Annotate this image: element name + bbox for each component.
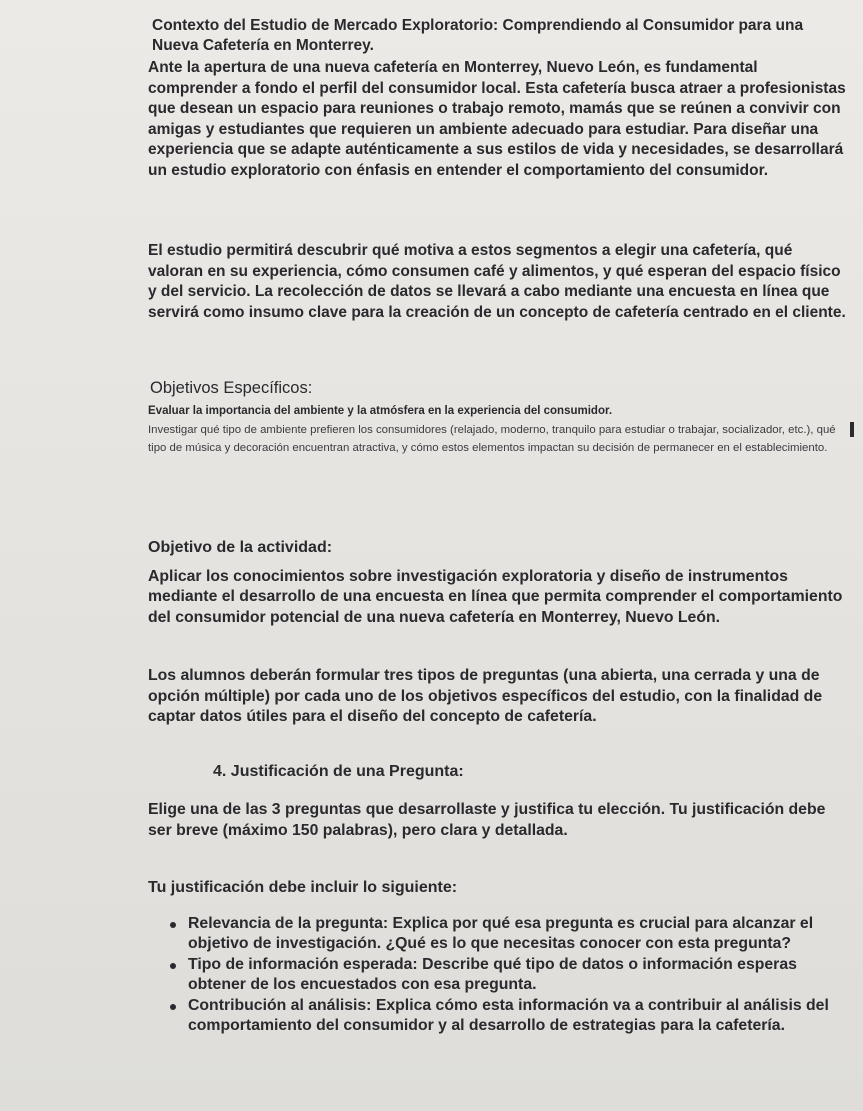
bullet-icon <box>170 922 176 928</box>
list-item <box>148 955 853 996</box>
objective-item-text-block <box>148 421 853 457</box>
justification-instruction: Elige una de las 3 preguntas que desarrollaste y justifica tu elección. Tu justificación debe ser breve (máximo 150 palabras), pero clara y detallada. <box>148 801 826 839</box>
bullet-icon <box>170 963 176 969</box>
objective-item-text: Investigar qué tipo de ambiente prefieren los consumidores (relajado, moderno, tranquilo para estudiar o trabajar, socializador, etc.), qué tipo de música y decoración encuentran atractiva, y cómo estos elementos impactan su decisión de permanecer en el establecimiento. <box>148 424 836 454</box>
text-cursor <box>850 422 854 437</box>
activity-paragraph: Aplicar los conocimientos sobre investigación exploratoria y diseño de instrumentos mediante el desarrollo de una encuesta en línea que permita comprender el comportamiento del consumidor potencial de una nueva cafetería en Monterrey, Nuevo León. <box>148 568 843 626</box>
context-paragraph-1: Ante la apertura de una nueva cafetería en Monterrey, Nuevo León, es fundamental comprender a fondo el perfil del consumidor local. Esta cafetería busca atraer a profesionistas que desean un espacio para reuniones o trabajo remoto, mamás que se reúnen a convivir con amigas y estudiantes que requieren un ambiente adecuado para estudiar. Para diseñar una experiencia que se adapte auténticamente a sus estilos de vida y necesidades, se desarrollará un estudio exploratorio con énfasis en entender el comportamiento del consumidor. <box>148 59 846 179</box>
include-heading: Tu justificación debe incluir lo siguiente: <box>148 879 458 896</box>
activity-heading: Objetivo de la actividad: <box>148 539 333 556</box>
list-item <box>148 996 853 1037</box>
list-item <box>148 914 853 955</box>
bullet-icon <box>170 1004 176 1010</box>
students-paragraph: Los alumnos deberán formular tres tipos de preguntas (una abierta, una cerrada y una de opción múltiple) por cada uno de los objetivos específicos del estudio, con la finalidad de captar datos útiles para el diseño del concepto de cafetería. <box>148 667 823 726</box>
objective-item-title: Evaluar la importancia del ambiente y la atmósfera en la experiencia del consumidor. <box>148 405 613 417</box>
context-title: Contexto del Estudio de Mercado Exploratorio: Comprendiendo al Consumidor para una Nueva Cafetería en Monterrey. <box>152 17 804 54</box>
requirements-list <box>148 914 853 1036</box>
list-item-text: Relevancia de la pregunta: Explica por qué esa pregunta es crucial para alcanzar el objetivo de investigación. ¿Qué es lo que necesitas conocer con esta pregunta? <box>188 915 814 953</box>
justification-heading: 4. Justificación de una Pregunta: <box>213 763 464 780</box>
objectives-heading: Objetivos Específicos: <box>150 379 313 397</box>
list-item-text: Contribución al análisis: Explica cómo esta información va a contribuir al análisis del comportamiento del consumidor y al desarrollo de estrategias para la cafetería. <box>188 996 829 1035</box>
list-item-text: Tipo de información esperada: Describe qué tipo de datos o información esperas obtener de los encuestados con esa pregunta. <box>188 955 797 994</box>
context-paragraph-2: El estudio permitirá descubrir qué motiva a estos segmentos a elegir una cafetería, qué valoran en su experiencia, cómo consumen café y alimentos, y qué esperan del espacio físico y del servicio. La recolección de datos se llevará a cabo mediante una encuesta en línea que servirá como insumo clave para la creación de un concepto de cafetería centrado en el cliente. <box>148 242 846 321</box>
